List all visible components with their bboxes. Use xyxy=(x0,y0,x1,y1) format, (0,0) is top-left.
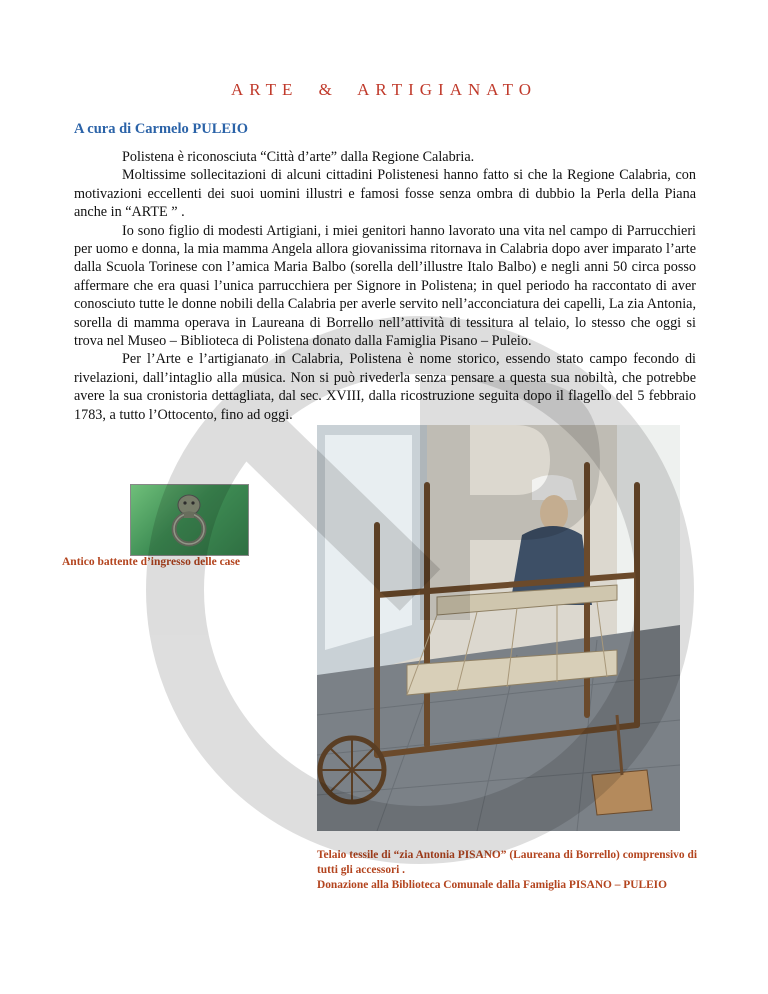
loom-image xyxy=(317,425,680,831)
loom-caption-line: Telaio tessile di “zia Antonia PISANO” (Laureana di Borrello) comprensivo di tutti gli accessori . xyxy=(317,849,697,876)
loom-caption xyxy=(317,848,697,893)
author-line: A cura di Carmelo PULEIO xyxy=(74,121,248,137)
loom-photo xyxy=(317,425,680,831)
knocker-caption: Antico battente d’ingresso delle case xyxy=(62,556,241,568)
paragraph: Polistena è riconosciuta “Città d’arte” dalla Regione Calabria. xyxy=(122,149,475,165)
paragraph: Moltissime sollecitazioni di alcuni cittadini Polistenesi hanno fatto si che la Regione Calabria, con motivazioni eccellenti dei suoi uomini illustri e famosi fosse senza ombra di dubbio la Perla della Piana anche in “ARTE ” . xyxy=(74,167,696,221)
door-knocker-photo xyxy=(130,484,249,556)
loom-caption-line: Donazione alla Biblioteca Comunale dalla Famiglia PISANO – PULEIO xyxy=(317,879,667,891)
article-body xyxy=(74,148,696,424)
page-title: ARTE & ARTIGIANATO xyxy=(230,80,538,99)
paragraph: Per l’Arte e l’artigianato in Calabria, Polistena è nome storico, essendo stato campo fecondo di rivelazioni, dall’intaglio alla musica. Non si può rivederla senza pensare a questa sua nobiltà, che potrebbe avere la sua cronistoria dettagliata, dal sec. XVIII, dalla ricostruzione seguita dopo il flagello del 5 febbraio 1783, a tutto l’Ottocento, fino ad oggi. xyxy=(74,351,696,423)
paragraph: Io sono figlio di modesti Artigiani, i miei genitori hanno lavorato una vita nel campo di Parrucchieri per uomo e donna, la mia mamma Angela allora giovanissima ritornava in Calabria dopo aver imparato l’arte dalla Scuola Torinese con l’amica Maria Balbo (sorella dell’illustre Italo Balbo) e negli anni 50 circa posso affermare che era quasi l’unica parrucchiera per Signore in Polistena; in quel periodo ha raccontato di aver conosciuto tutte le donne nobili della Calabria per averle servito nell’acconciatura dei capelli, La zia Antonia, sorella di mamma operava in Laureana di Borrello nell’attività di tessitura al telaio, lo stesso che oggi si trova nel Museo – Biblioteca di Polistena donato dalla Famiglia Pisano – Puleio. xyxy=(74,222,696,350)
door-knocker-image xyxy=(131,485,248,555)
